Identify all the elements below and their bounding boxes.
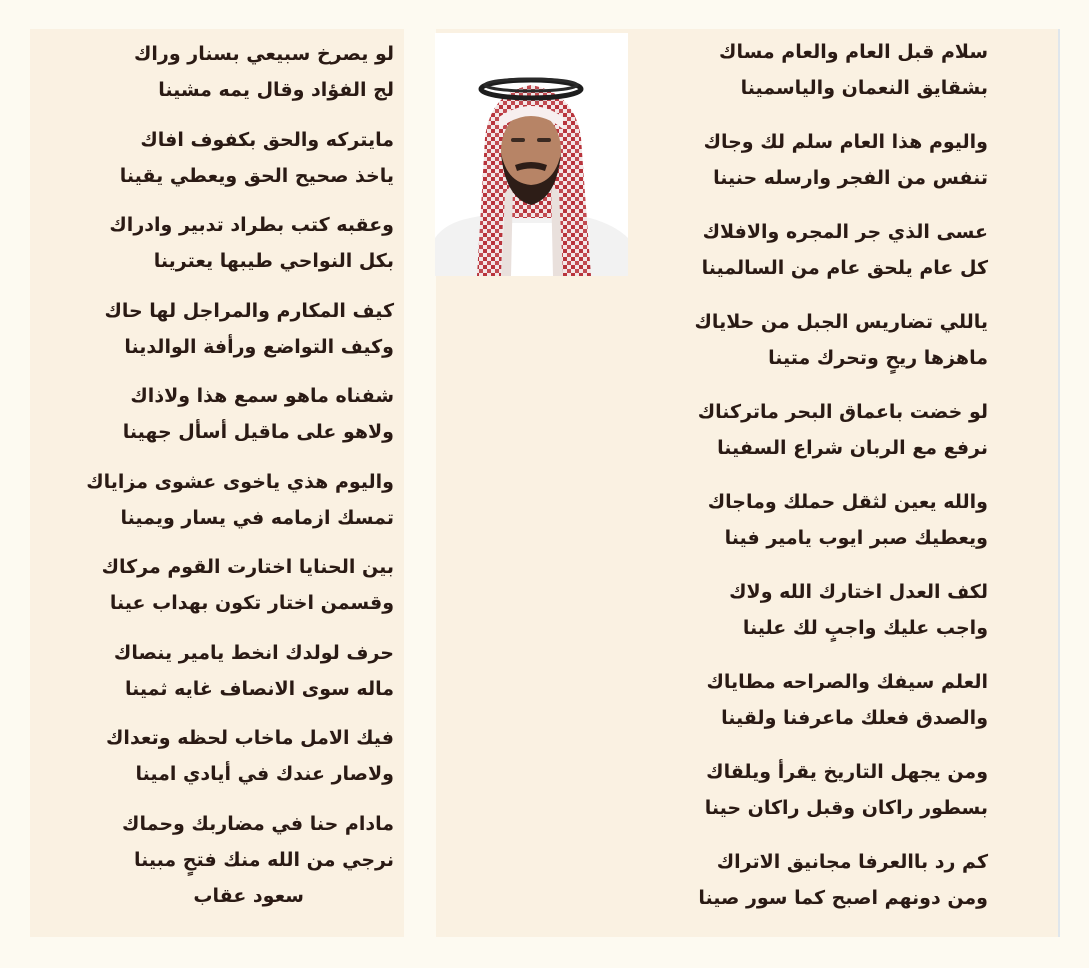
poem-line: واليوم هذا العام سلم لك وجاك	[703, 131, 988, 153]
poem-line: ويعطيك صبر ايوب يامير فينا	[724, 527, 988, 549]
poem-line: ولاهو على ماقيل أسأل جهينا	[122, 421, 394, 443]
poem-line: بين الحنايا اختارت القوم مركاك	[101, 556, 394, 578]
poem-line: واليوم هذي ياخوى عشوى مزاياك	[86, 470, 394, 493]
poem-stanza	[628, 574, 988, 664]
poem-line: نرجي من الله منك فتحٍ مبينا	[134, 848, 394, 871]
poem-stanza	[628, 214, 988, 304]
poem-stanza	[628, 34, 988, 124]
poem-line: ومن يجهل التاريخ يقرأ ويلقاك	[706, 761, 988, 783]
poem-line: عسى الذي جر المجره والافلاك	[702, 221, 988, 243]
poem-line: بسطور راكان وقبل راكان حينا	[704, 797, 988, 819]
panel-divider	[1058, 29, 1060, 937]
poem-stanza	[628, 304, 988, 394]
poem-line: لكف العدل اختارك الله ولاك	[729, 581, 988, 603]
right-poem-column	[628, 34, 988, 934]
poem-stanza	[34, 207, 394, 293]
poem-line: فيك الامل ماخاب لحظه وتعداك	[106, 727, 394, 749]
portrait-image	[435, 33, 628, 276]
poem-line: نرفع مع الربان شراع السفينا	[717, 437, 988, 459]
poem-stanza	[628, 394, 988, 484]
poem-line: كيف المكارم والمراجل لها حاك	[104, 299, 394, 322]
poem-line: ياللي تضاريس الجبل من حلاياك	[694, 311, 988, 333]
poem-line: مايتركه والحق بكفوف افاك	[140, 128, 394, 151]
poem-stanza	[34, 806, 394, 914]
poem-line: كم رد باالعرفا مجانيق الاتراك	[716, 851, 988, 873]
poem-line: تمسك ازمامه في يسار ويمينا	[120, 506, 394, 529]
poem-line: تنفس من الفجر وارسله حنينا	[713, 167, 988, 189]
poem-line: ماله سوى الانصاف غايه ثمينا	[124, 677, 394, 700]
poem-line: لو خضت باعماق البحر ماتركناك	[697, 401, 988, 423]
left-poem-column	[34, 36, 394, 914]
poem-stanza	[34, 36, 394, 122]
poem-stanza	[34, 378, 394, 464]
poem-line: لج الفؤاد وقال يمه مشينا	[158, 79, 394, 101]
poem-line: ماهزها ريحٍ وتحرك متينا	[768, 347, 988, 369]
poem-line: مادام حنا في مضاربك وحماك	[122, 812, 394, 835]
poem-line: شفناه ماهو سمع هذا ولاذاك	[130, 385, 394, 407]
poem-line: والله يعين لثقل حملك وماجاك	[707, 491, 988, 513]
poem-line: واجب عليك واجبٍ لك علينا	[742, 617, 988, 639]
poem-stanza	[34, 635, 394, 721]
poem-line: بكل النواحي طيبها يعترينا	[153, 250, 394, 272]
poem-stanza	[34, 464, 394, 550]
poem-stanza	[34, 122, 394, 208]
poem-line: لو يصرخ سبيعي بسنار وراك	[134, 43, 394, 65]
poem-line: والصدق فعلك ماعرفنا ولقينا	[721, 707, 988, 729]
poem-line: العلم سيفك والصراحه مطاياك	[706, 671, 988, 693]
poem-line: وكيف التواضع ورأفة الوالدينا	[124, 335, 394, 358]
poem-stanza	[628, 664, 988, 754]
poem-line: ولاصار عندك في أيادي امينا	[135, 763, 394, 785]
poem-line: سلام قبل العام والعام مساك	[719, 41, 988, 63]
poem-stanza	[34, 293, 394, 379]
poem-line: بشقايق النعمان والياسمينا	[740, 77, 988, 99]
poem-stanza	[628, 844, 988, 934]
poem-line: وعقبه كتب بطراد تدبير وادراك	[109, 214, 394, 236]
poem-stanza	[628, 124, 988, 214]
poet-signature: سعود عقاب	[193, 884, 304, 907]
poem-line: حرف لولدك انخط يامير ينصاك	[113, 641, 394, 664]
poem-stanza	[628, 484, 988, 574]
poem-line: ياخذ صحيح الحق ويعطي يقينا	[119, 164, 394, 187]
poem-line: وقسمن اختار تكون بهداب عينا	[109, 592, 394, 614]
poem-line: ومن دونهم اصبح كما سور صينا	[698, 887, 988, 909]
poem-line: كل عام يلحق عام من السالمينا	[701, 257, 988, 279]
poem-stanza	[34, 549, 394, 635]
poem-stanza	[34, 720, 394, 806]
poem-stanza	[628, 754, 988, 844]
